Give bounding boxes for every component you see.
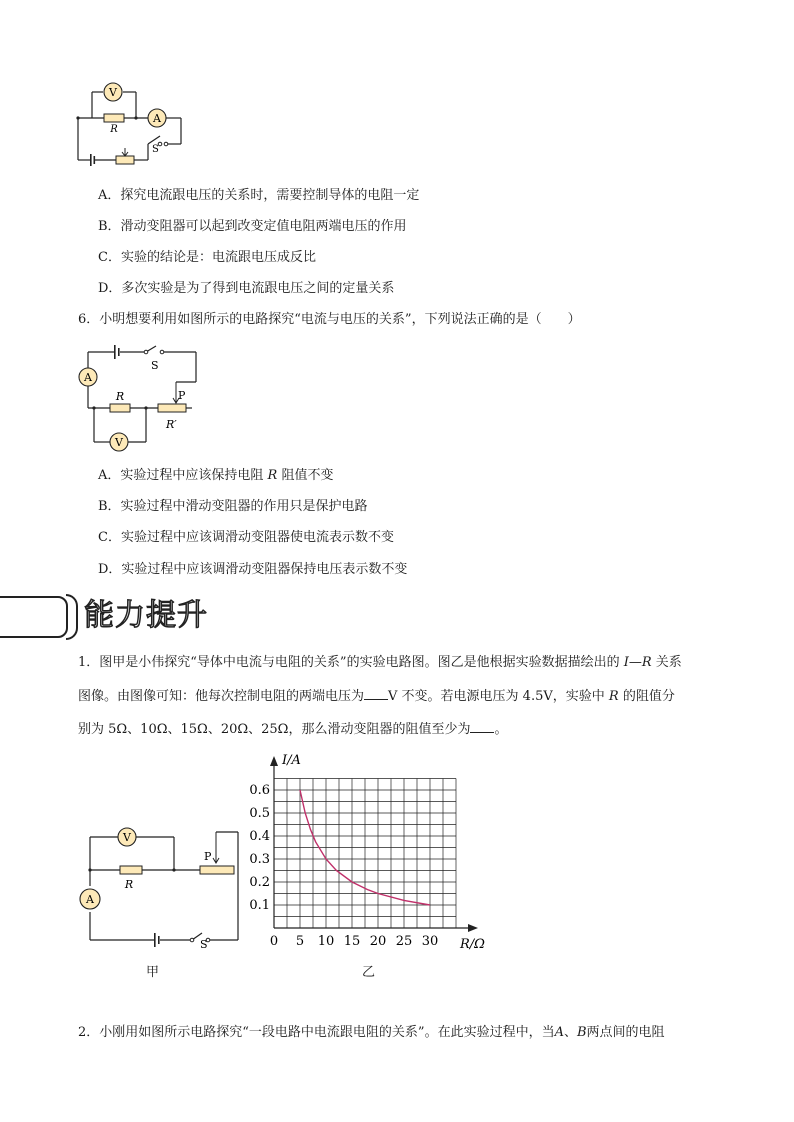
section-title: 能力提升: [84, 598, 208, 633]
p2-var-b: B: [576, 1025, 587, 1040]
p1-switch-label: S: [200, 938, 208, 948]
q6-rheostat-label: R′: [166, 418, 177, 431]
q5-switch-label: S: [152, 144, 159, 155]
p2-sep: 、: [563, 1025, 577, 1040]
x-tick-label: 5: [295, 934, 305, 949]
p2-line-1-a: 2．小刚用如图所示电路探究“一段电路中电流跟电阻的关系”。在此实验过程中，当: [78, 1025, 555, 1040]
p1-line-2-c: 的阻值分: [622, 689, 675, 704]
x-axis-arrow: [468, 924, 478, 932]
x-tick-label: 0: [269, 934, 279, 949]
q5-option-a: A．探究电流跟电压的关系时，需要控制导体的电阻一定: [98, 188, 420, 203]
q5-option-d: D．多次实验是为了得到电流跟电压之间的定量关系: [98, 281, 395, 296]
y-axis-label: I/A: [282, 753, 301, 768]
q6-switch-label: S: [151, 359, 159, 372]
p2-var-a: A: [554, 1025, 564, 1040]
p1-chart-yi: [248, 752, 498, 964]
q6-voltmeter-label: V: [115, 436, 123, 449]
x-tick-label: 10: [317, 934, 335, 949]
q6-slider-label: P: [178, 389, 186, 402]
x-tick-label: 20: [369, 934, 387, 949]
x-tick-label: 25: [395, 934, 413, 949]
p2-line-1-b: 两点间的电阻: [586, 1025, 665, 1040]
p1-fig-jia-caption: 甲: [146, 965, 160, 980]
y-tick-label: 0.6: [249, 783, 270, 798]
p1-line-2: [78, 687, 675, 706]
q5-resistor-label: R: [110, 124, 118, 135]
p1-blank-resistance[interactable]: [470, 720, 494, 733]
q6-option-d: D．实验过程中应该调滑动变阻器保持电压表示数不变: [98, 562, 408, 577]
q6-resistor-label: R: [115, 390, 125, 403]
p1-line-2-var: R: [608, 689, 619, 704]
p1-blank-voltage[interactable]: [364, 687, 388, 700]
p1-line-2-a: 图像。由图像可知：他每次控制电阻的两端电压为: [78, 689, 365, 704]
p1-line-2-b: V 不变。若电源电压为 4.5V，实验中: [388, 689, 605, 704]
q6-option-a-text: A．实验过程中应该保持电阻: [98, 468, 264, 483]
p1-line-1-var: I—R: [623, 655, 652, 670]
p1-line-3-b: 。: [494, 722, 508, 737]
q5-option-b: B．滑动变阻器可以起到改变定值电阻两端电压的作用: [98, 219, 407, 234]
y-tick-label: 0.3: [249, 852, 270, 867]
q5-voltmeter-label: V: [109, 86, 117, 99]
x-tick-label: 15: [343, 934, 361, 949]
q6-option-a: [98, 467, 333, 485]
q6-circuit-diagram: [74, 340, 204, 456]
x-tick-label: 30: [421, 934, 439, 949]
y-tick-label: 0.1: [249, 898, 270, 913]
q6-option-a-tail: 阻值不变: [281, 468, 334, 483]
p1-resistor-label: R: [124, 878, 134, 891]
p1-line-1: [78, 654, 682, 672]
q6-stem: 6．小明想要利用如图所示的电路探究“电流与电压的关系”，下列说法正确的是（ ）: [78, 312, 581, 327]
q6-ammeter-label: A: [84, 371, 92, 384]
q6-option-b: B．实验过程中滑动变阻器的作用只是保护电路: [98, 499, 368, 514]
p1-slider-label: P: [204, 850, 212, 863]
section-banner-box: [0, 596, 68, 638]
q6-option-c: C．实验过程中应该调滑动变阻器使电流表示数不变: [98, 530, 394, 545]
p1-line-1-a: 1．图甲是小伟探究“导体中电流与电阻的关系”的实验电路图。图乙是他根据实验数据描绘出的: [78, 655, 620, 670]
p1-circuit-jia: [74, 820, 250, 948]
q5-circuit-diagram: [70, 78, 190, 170]
p1-voltmeter-label: V: [123, 831, 131, 844]
p2-line-1: [78, 1024, 665, 1042]
y-tick-label: 0.5: [249, 806, 270, 821]
q6-option-a-var: R: [267, 468, 278, 483]
section-banner-bracket: [66, 594, 78, 640]
y-tick-label: 0.4: [249, 829, 270, 844]
p1-fig-yi-caption: 乙: [362, 965, 376, 980]
q5-ammeter-label: A: [153, 112, 161, 125]
y-axis-arrow: [270, 756, 278, 766]
y-tick-label: 0.2: [249, 875, 270, 890]
q5-option-c: C．实验的结论是：电流跟电压成反比: [98, 250, 316, 265]
p1-line-3-a: 别为 5Ω、10Ω、15Ω、20Ω、25Ω，那么滑动变阻器的阻值至少为: [78, 722, 471, 737]
p1-ammeter-label: A: [86, 893, 94, 906]
x-axis-label: R/Ω: [460, 937, 485, 952]
p1-line-1-b: 关系: [655, 655, 682, 670]
p1-line-3: [78, 720, 507, 739]
